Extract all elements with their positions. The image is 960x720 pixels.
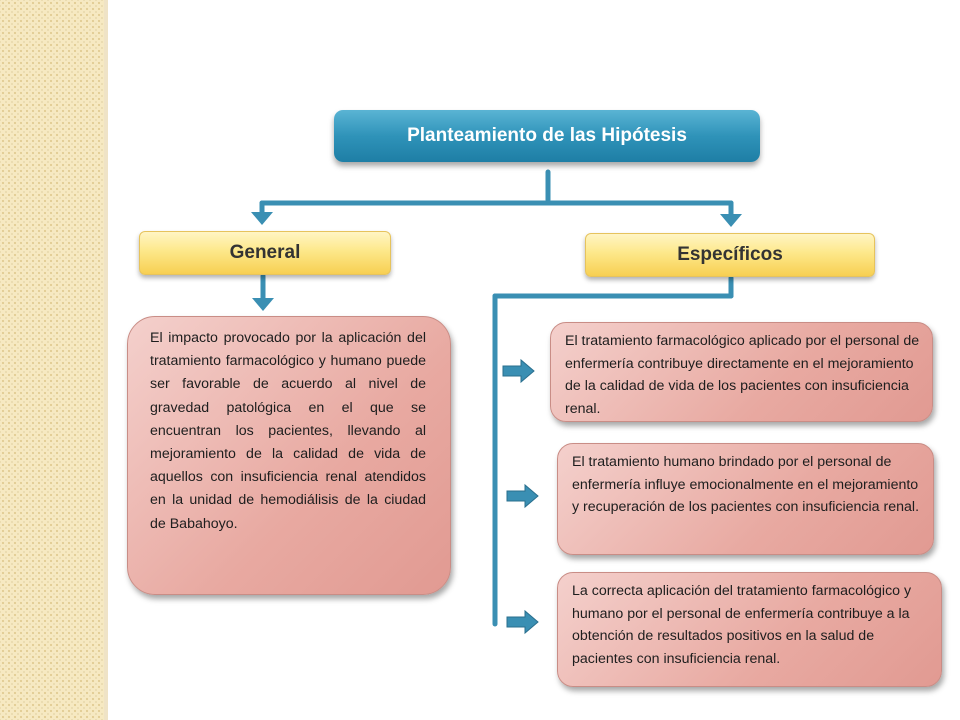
specific-hypothesis-text-2: El tratamiento humano brindado por el personal de enfermería influye emocionalmente en el mejoramiento y recuperación de los pacientes con insuficiencia renal. <box>572 454 920 515</box>
specific-hypothesis-box-3 <box>557 572 942 687</box>
especificos-category-box <box>585 233 875 277</box>
diagram-title: Planteamiento de las Hipótesis <box>407 125 687 146</box>
general-text-arrowhead-icon <box>252 298 274 311</box>
specific-hypothesis-text-1: El tratamiento farmacológico aplicado por el personal de enfermería contribuye directamente en el mejoramiento de la calidad de vida de los pacientes con insuficiencia renal. <box>565 333 920 417</box>
especificos-arrowhead-icon <box>720 214 742 227</box>
specific-hypothesis-box-1 <box>550 322 933 422</box>
title-box <box>334 110 760 162</box>
spec2-arrow-icon <box>507 485 538 507</box>
general-hypothesis-box <box>127 316 451 595</box>
general-hypothesis-text: El impacto provocado por la aplicación del tratamiento farmacológico y humano puede ser favorable de acuerdo al nivel de gravedad patológica en el que se encuentran los pacientes, llevando al mejoramiento de la calidad de vida de aquellos con insuficiencia renal atendidos en la unidad de hemodiálisis de la ciudad de Babahoyo. <box>150 330 426 532</box>
spec3-arrow-icon <box>507 611 538 633</box>
general-arrowhead-icon <box>251 212 273 225</box>
specific-hypothesis-text-3: La correcta aplicación del tratamiento farmacológico y humano por el personal de enfermería contribuye a la obtención de resultados positivos en la salud de pacientes con insuficiencia renal. <box>572 583 912 667</box>
especificos-label: Específicos <box>677 244 783 265</box>
general-label: General <box>229 242 301 263</box>
general-category-box <box>139 231 391 275</box>
spec1-arrow-icon <box>503 360 534 382</box>
specific-hypothesis-box-2 <box>557 443 934 555</box>
